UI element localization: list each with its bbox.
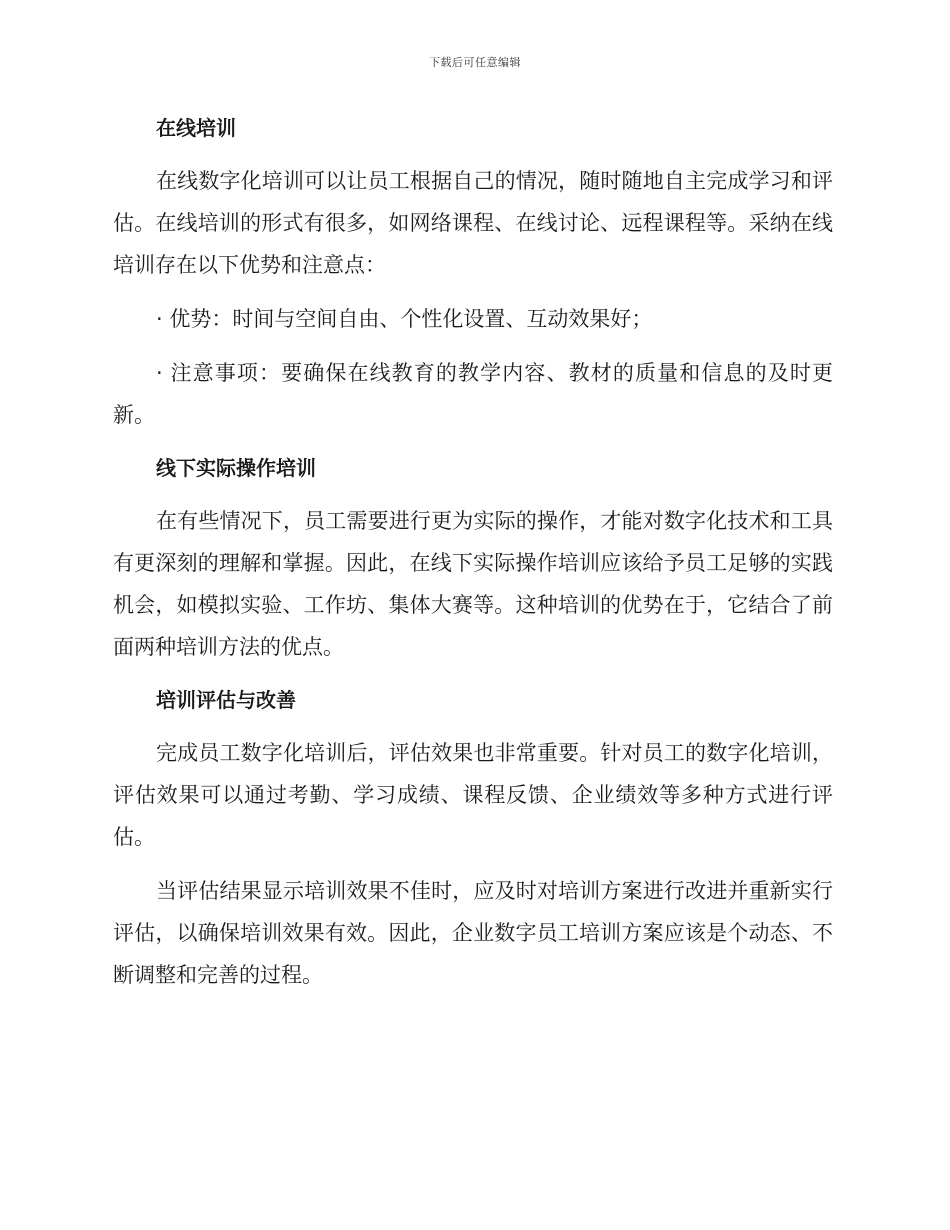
paragraph-evaluation-1: 完成员工数字化培训后，评估效果也非常重要。针对员工的数字化培训，评估效果可以通过考勤、学习成绩、课程反馈、企业绩效等多种方式进行评估。 [113,741,833,849]
bullet-notes: · 注意事项：要确保在线教育的教学内容、教材的质量和信息的及时更新。 [113,361,833,427]
page-header: 下载后可任意编辑 [429,56,521,69]
paragraph-evaluation-2: 当评估结果显示培训效果不佳时，应及时对培训方案进行改进并重新实行评估，以确保培训效果有效。因此，企业数字员工培训方案应该是个动态、不断调整和完善的过程。 [113,879,833,987]
document-body [113,108,833,996]
section-heading-online-training: 在线培训 [156,116,236,140]
section-heading-evaluation: 培训评估与改善 [156,688,296,712]
section-heading-offline-training: 线下实际操作培训 [156,456,316,480]
bullet-advantages: · 优势：时间与空间自由、个性化设置、互动效果好； [156,307,653,331]
paragraph-online-intro: 在线数字化培训可以让员工根据自己的情况，随时随地自主完成学习和评估。在线培训的形式有很多，如网络课程、在线讨论、远程课程等。采纳在线培训存在以下优势和注意点： [113,169,833,277]
paragraph-offline: 在有些情况下，员工需要进行更为实际的操作，才能对数字化技术和工具有更深刻的理解和掌握。因此，在线下实际操作培训应该给予员工足够的实践机会，如模拟实验、工作坊、集体大赛等。这种培训的优势在于，它结合了前面两种培训方法的优点。 [113,509,833,659]
